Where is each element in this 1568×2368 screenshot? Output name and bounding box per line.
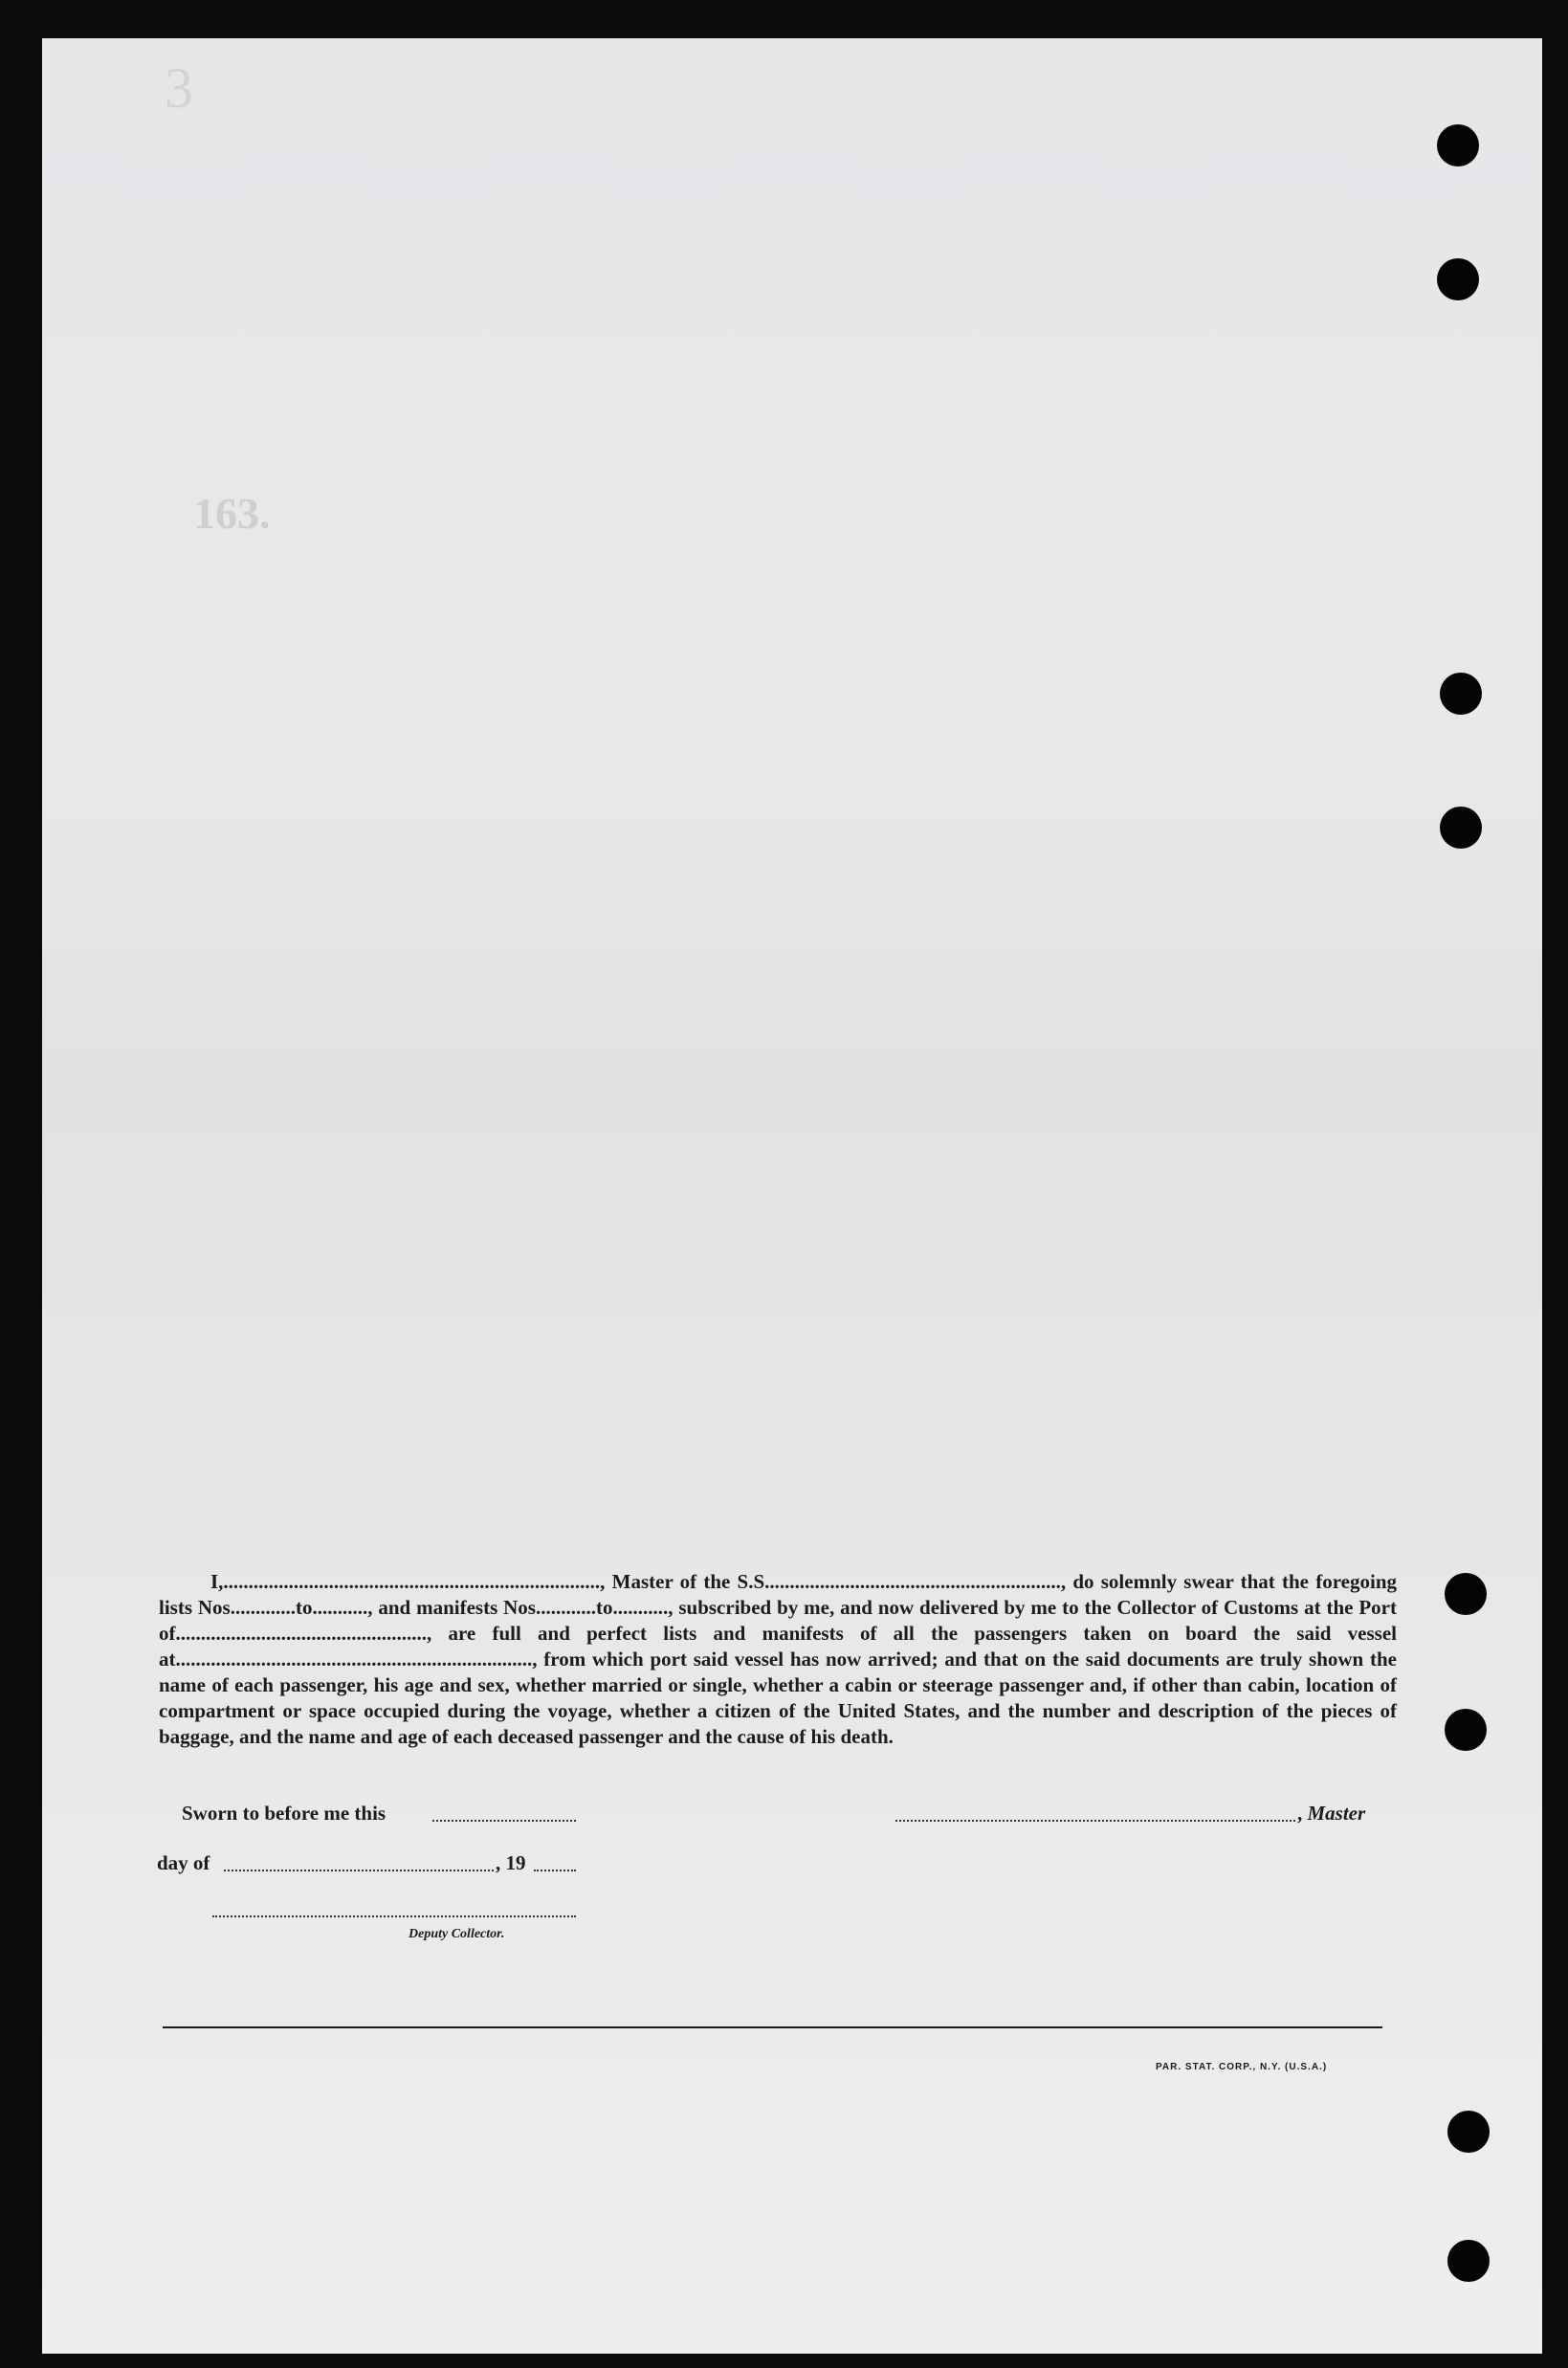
binding-hole [1445, 1573, 1487, 1615]
binding-hole [1447, 2240, 1490, 2282]
binding-hole [1447, 2111, 1490, 2153]
master-label: , Master [1297, 1802, 1366, 1825]
year-label: , 19 [496, 1851, 526, 1874]
binding-hole [1437, 258, 1479, 300]
master-oath-paragraph: I,..........................................................................., Master of the S.S..........................................................., do solemnly swear that the foregoing lists Nos.............to..........., and manifests Nos............to..........., subscribed by me, and now delivered by me to the Collector of Customs at the Port of.................................................., are full and perfect lists and manifests of all the passengers taken on board the said vessel at......................................................................., from which port said vessel has now arrived; and that on the said documents are truly shown the name of each passenger, his age and sex, whether married or single, whether a cabin or steerage passenger and, if other than cabin, location of compartment or space occupied during the voyage, whether a citizen of the United States, and the number and description of the pieces of baggage, and the name and age of each deceased passenger and the cause of his death. [159, 1570, 1397, 1748]
master-signature-line[interactable] [895, 1820, 1295, 1822]
day-of-line[interactable] [224, 1870, 494, 1871]
printer-imprint: PAR. STAT. CORP., N.Y. (U.S.A.) [1156, 2062, 1328, 2072]
bottom-rule [163, 2026, 1382, 2028]
deputy-collector-line[interactable] [212, 1915, 576, 1917]
sworn-label: Sworn to before me this [182, 1802, 386, 1825]
year-line[interactable] [534, 1870, 576, 1871]
faint-page-number: 3 [165, 56, 193, 120]
day-of-label: day of [157, 1851, 210, 1874]
deputy-collector-label: Deputy Collector. [409, 1927, 505, 1941]
binding-hole [1440, 673, 1482, 715]
binding-hole [1437, 124, 1479, 166]
document-page [42, 38, 1542, 2354]
binding-hole [1440, 807, 1482, 849]
binding-hole [1445, 1709, 1487, 1751]
faint-stamp-number: 163. [193, 489, 271, 538]
sworn-date-line[interactable] [432, 1820, 576, 1822]
